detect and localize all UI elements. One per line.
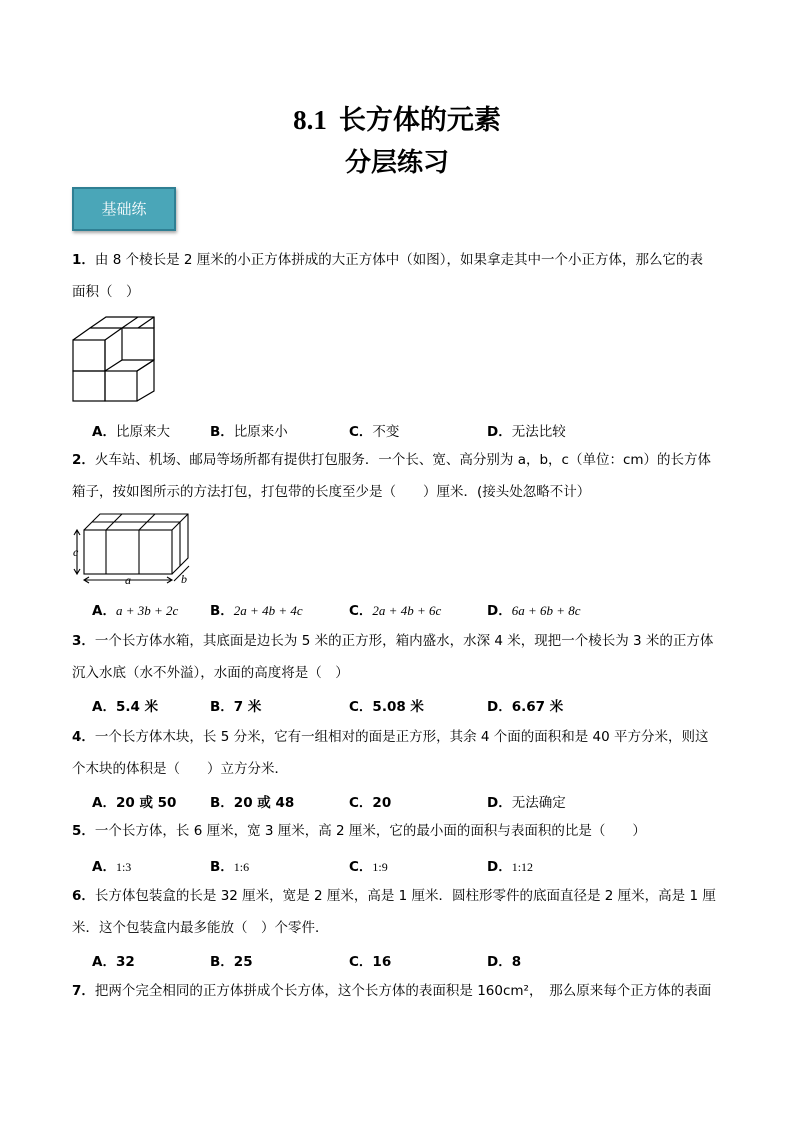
section-number: 8.1 [293,105,327,135]
option-a[interactable]: A．a + 3b + 2c [92,603,179,619]
section-badge: 基础练 [72,187,176,231]
page-subtitle: 分层练习 [344,148,449,178]
question-4-options [92,791,732,813]
option-b[interactable]: B．1:6 [210,859,250,875]
question-6 [72,880,724,944]
cube-figure [72,316,162,406]
option-d[interactable]: D．无法确定 [487,795,566,811]
question-3 [72,625,724,689]
question-4-line1: 4．一个长方体木块，长 5 分米，它有一组相对的面是正方形，其余 4 个面的面积和是 40 平方分米，则这 [72,729,709,745]
option-a[interactable]: A．5.4 米 [92,699,159,715]
option-d[interactable]: D．无法比较 [487,424,566,440]
option-c[interactable]: C．16 [349,954,392,970]
option-a[interactable]: A．20 或 50 [92,795,177,811]
option-d[interactable]: D．8 [487,954,522,970]
option-d[interactable]: D．1:12 [487,859,534,875]
question-2-options [92,599,732,621]
option-a[interactable]: A．1:3 [92,859,132,875]
option-b[interactable]: B．20 或 48 [210,795,295,811]
option-d[interactable]: D．6a + 6b + 8c [487,603,581,619]
title-text: 长方体的元素 [338,105,501,136]
question-6-line1: 6．长方体包装盒的长是 32 厘米，宽是 2 厘米，高是 1 厘米．圆柱形零件的底面直径是 2 厘米，高是 1 厘 [72,888,716,904]
option-a[interactable]: A．比原来大 [92,424,170,440]
question-2-line2: 箱子，按如图所示的方法打包，打包带的长度至少是（ ）厘米．(接头处忽略不计） [72,484,591,500]
option-c[interactable]: C．2a + 4b + 6c [349,603,442,619]
option-c[interactable]: C．20 [349,795,392,811]
option-b[interactable]: B．比原来小 [210,424,288,440]
question-2 [72,444,724,508]
option-b[interactable]: B．2a + 4b + 4c [210,603,303,619]
question-5-options [92,855,732,877]
label-c: c [73,545,79,559]
question-7-line1: 7．把两个完全相同的正方体拼成个长方体，这个长方体的表面积是 160cm²， 那么原来每个正方体的表面 [72,983,712,999]
option-d[interactable]: D．6.67 米 [487,699,564,715]
option-c[interactable]: C．不变 [349,424,400,440]
option-c[interactable]: C．5.08 米 [349,699,424,715]
question-3-line1: 3．一个长方体水箱，其底面是边长为 5 米的正方形，箱内盛水，水深 4 米，现把一个棱长为 3 米的正方体 [72,633,714,649]
option-b[interactable]: B．7 米 [210,699,262,715]
question-5-line1: 5．一个长方体，长 6 厘米，宽 3 厘米，高 2 厘米，它的最小面的面积与表面积的比是（ ） [72,823,646,839]
question-4-line2: 个木块的体积是（ ）立方分米． [72,761,288,777]
box-figure [72,510,192,588]
label-b: b [181,572,187,586]
question-3-line2: 沉入水底（水不外溢），水面的高度将是（ ） [72,665,349,681]
question-2-line1: 2．火车站、机场、邮局等场所都有提供打包服务．一个长、宽、高分别为 a，b，c（单位：cm）的长方体 [72,452,712,468]
question-3-options [92,695,732,717]
option-b[interactable]: B．25 [210,954,253,970]
question-4 [72,721,724,785]
question-1-line2: 面积（ ） [72,284,140,300]
question-6-options [92,950,732,972]
option-a[interactable]: A．32 [92,954,135,970]
question-1 [72,244,724,308]
option-c[interactable]: C．1:9 [349,859,388,875]
question-1-options [92,420,732,442]
page-title [0,98,794,137]
question-7 [72,975,724,1007]
question-1-line1: 1．由 8 个棱长是 2 厘米的小正方体拼成的大正方体中（如图），如果拿走其中一个小正方体，那么它的表 [72,252,703,268]
question-5 [72,815,724,847]
question-6-line2: 米．这个包装盒内最多能放（ ）个零件． [72,920,329,936]
label-a: a [125,573,131,587]
